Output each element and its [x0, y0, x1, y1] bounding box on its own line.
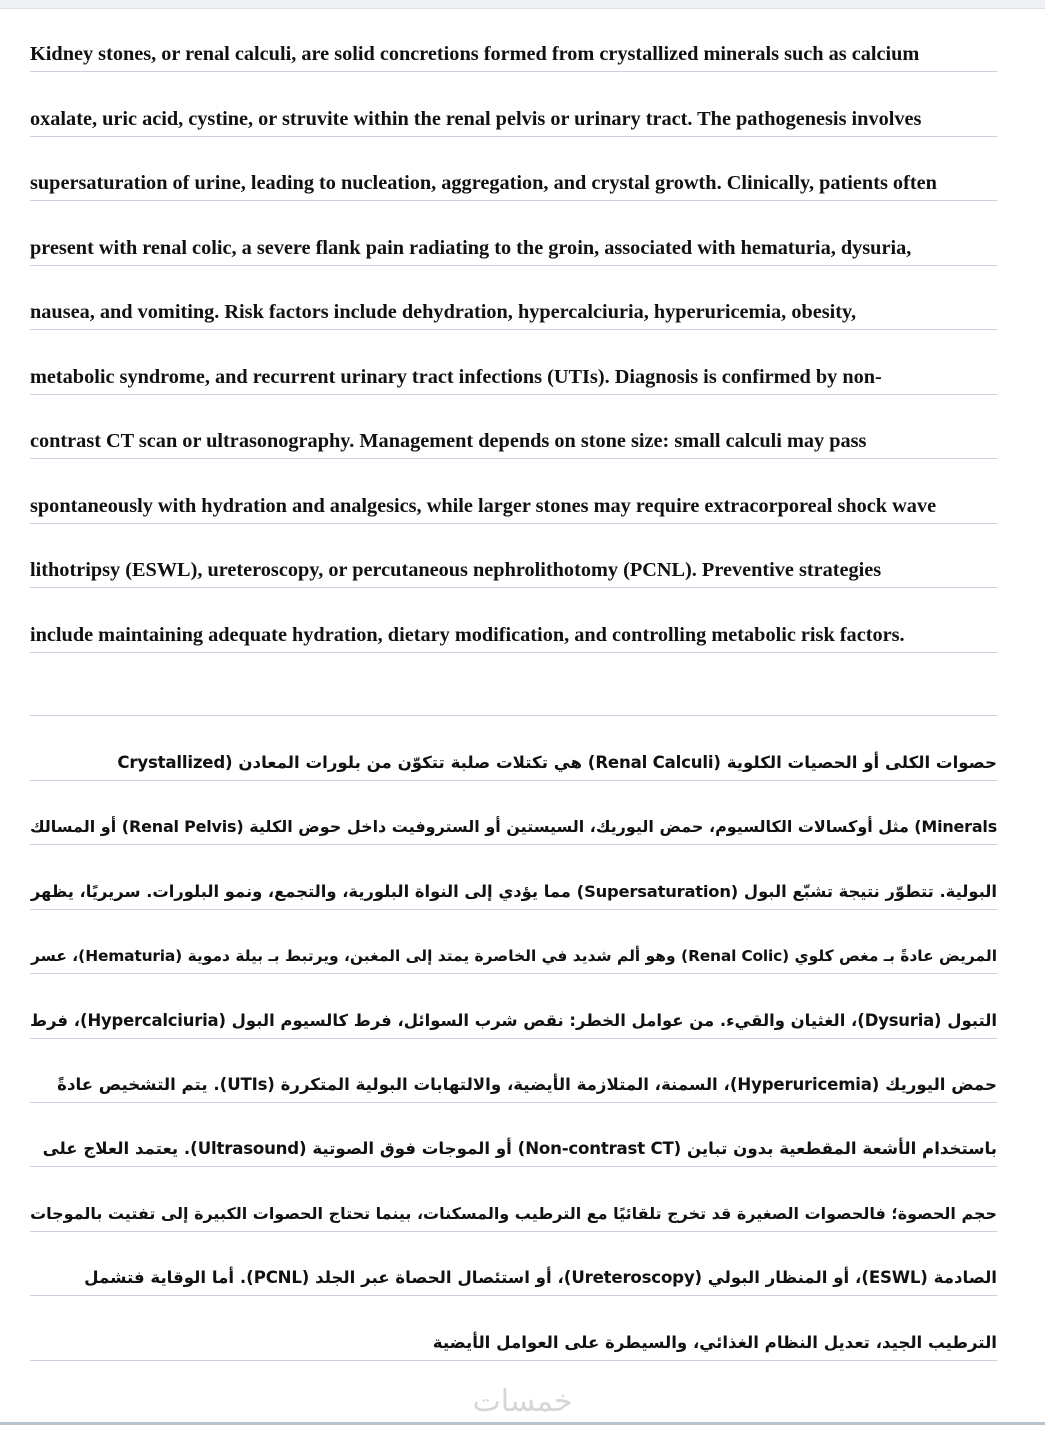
watermark-logo: خمسات [472, 1384, 573, 1419]
arabic-text-line: باستخدام الأشعة المقطعية بدون تباين (Non-contrast CT) أو الموجات فوق الصوتية (Ultrasound). يعتمد العلاج على [30, 1136, 997, 1167]
english-text-line: metabolic syndrome, and recurrent urinary tract infections (UTIs). Diagnosis is confirmed by non- [30, 364, 997, 395]
english-text-line: oxalate, uric acid, cystine, or struvite within the renal pelvis or urinary tract. The pathogenesis involves [30, 106, 997, 137]
english-text-line: spontaneously with hydration and analgesics, while larger stones may require extracorporeal shock wave [30, 493, 997, 524]
english-text-line: present with renal colic, a severe flank pain radiating to the groin, associated with hematuria, dysuria, [30, 235, 997, 266]
english-text-line: lithotripsy (ESWL), ureteroscopy, or percutaneous nephrolithotomy (PCNL). Preventive strategies [30, 557, 997, 588]
arabic-text-line: حصوات الكلى أو الحصيات الكلوية (Renal Calculi) هي تكتلات صلبة تتكوّن من بلورات المعادن (Crystallized [30, 750, 997, 781]
arabic-text-line: الترطيب الجيد، تعديل النظام الغذائي، والسيطرة على العوامل الأيضية [30, 1330, 997, 1361]
english-text-line: supersaturation of urine, leading to nucleation, aggregation, and crystal growth. Clinically, patients often [30, 170, 997, 201]
arabic-text-line: Minerals) مثل أوكسالات الكالسيوم، حمض اليوريك، السيستين أو الستروفيت داخل حوض الكلية (Renal Pelvis) أو المسالك [30, 814, 997, 845]
arabic-text-line: التبول (Dysuria)، الغثيان والقيء. من عوامل الخطر: نقص شرب السوائل، فرط كالسيوم البول (Hypercalciuria)، فرط [30, 1008, 997, 1039]
arabic-text-line: حمض اليوريك (Hyperuricemia)، السمنة، المتلازمة الأيضية، والالتهابات البولية المتكررة (UTIs). يتم التشخيص عادةً [30, 1072, 997, 1103]
arabic-text-line: البولية. تتطوّر نتيجة تشبّع البول (Supersaturation) مما يؤدي إلى النواة البلورية، والتجمع، ونمو البلورات. سريريًا، يظهر [30, 879, 997, 910]
english-text-line: Kidney stones, or renal calculi, are solid concretions formed from crystallized minerals such as calcium [30, 41, 997, 72]
top-bar [0, 0, 1045, 9]
arabic-text-line: الصادمة (ESWL)، أو المنظار البولي (Ureteroscopy)، أو استئصال الحصاة عبر الجلد (PCNL). أما الوقاية فتشمل [30, 1265, 997, 1296]
page-bottom-border [0, 1422, 1045, 1425]
english-text-line: contrast CT scan or ultrasonography. Management depends on stone size: small calculi may pass [30, 428, 997, 459]
english-text-line: include maintaining adequate hydration, dietary modification, and controlling metabolic risk factors. [30, 622, 997, 653]
english-text-line: nausea, and vomiting. Risk factors include dehydration, hypercalciuria, hyperuricemia, obesity, [30, 299, 997, 330]
arabic-text-line: حجم الحصوة؛ فالحصوات الصغيرة قد تخرج تلقائيًا مع الترطيب والمسكنات، بينما تحتاج الحصوات الكبيرة إلى تفتيت بالموجات [30, 1201, 997, 1232]
arabic-text-line: المريض عادةً بـ مغص كلوي (Renal Colic) وهو ألم شديد في الخاصرة يمتد إلى المغبن، ويرتبط بـ بيلة دموية (Hematuria)، عسر [30, 943, 997, 974]
paragraph-separator-line [30, 715, 997, 716]
